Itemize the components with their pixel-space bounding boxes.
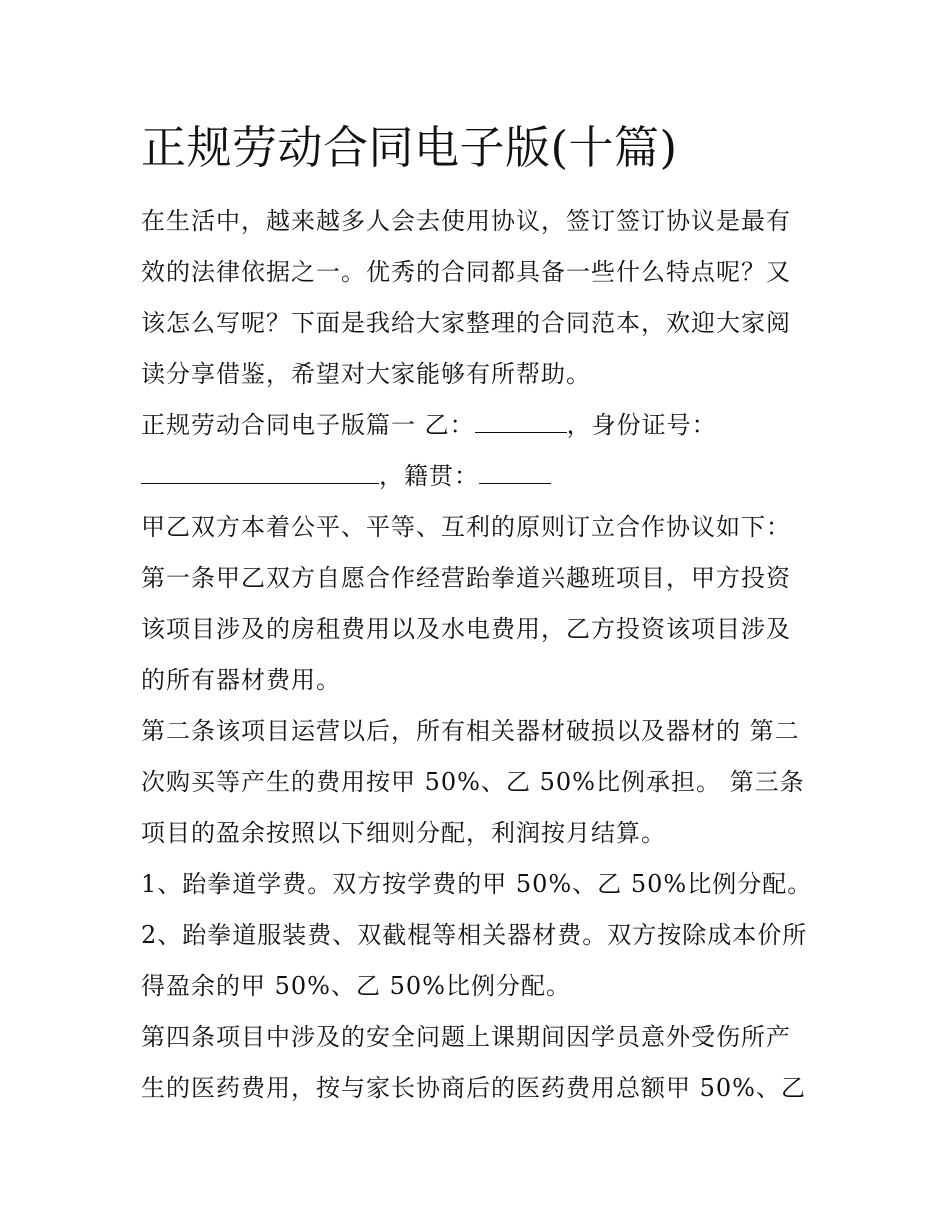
article-2-3-paragraph: 第二条该项目运营以后，所有相关器材破损以及器材的 第二次购买等产生的费用按甲 50%、乙 50%比例承担。 第三条项目的盈余按照以下细则分配，利润按月结算。 [141,717,805,847]
intro-paragraph: 在生活中，越来越多人会去使用协议，签订签订协议是最有效的法律依据之一。优秀的合同都具备一些什么特点呢？又该怎么写呢？下面是我给大家整理的合同范本，欢迎大家阅读分享借鉴，希望对大家能够有所帮助。 [141,207,791,388]
item-2-paragraph: 2、跆拳道服装费、双截棍等相关器材费。双方按除成本价所得盈余的甲 50%、乙 50%比例分配。 [141,921,808,1000]
principle-paragraph: 甲乙双方本着公平、平等、互利的原则订立合作协议如下： [141,513,791,541]
party-info-paragraph [141,400,813,502]
document-body [141,118,813,1114]
origin-blank-line [479,482,551,484]
section-heading: 正规劳动合同电子版篇一 乙： [141,411,475,439]
item-1-paragraph: 1、跆拳道学费。双方按学费的甲 50%、乙 50%比例分配。 [141,870,813,898]
name-blank-line [475,431,567,433]
id-number-blank-line [141,482,379,484]
id-number-label: ，身份证号： [566,411,717,439]
article-1-paragraph: 第一条甲乙双方自愿合作经营跆拳道兴趣班项目，甲方投资该项目涉及的房租费用以及水电费用，乙方投资该项目涉及的所有器材费用。 [141,564,791,694]
article-4-paragraph: 第四条项目中涉及的安全问题上课期间因学员意外受伤所产生的医药费用，按与家长协商后的医药费用总额甲 50%、乙 [141,1023,806,1102]
origin-label: ，籍贯： [379,462,479,490]
document-title: 正规劳动合同电子版(十篇) [141,121,678,174]
